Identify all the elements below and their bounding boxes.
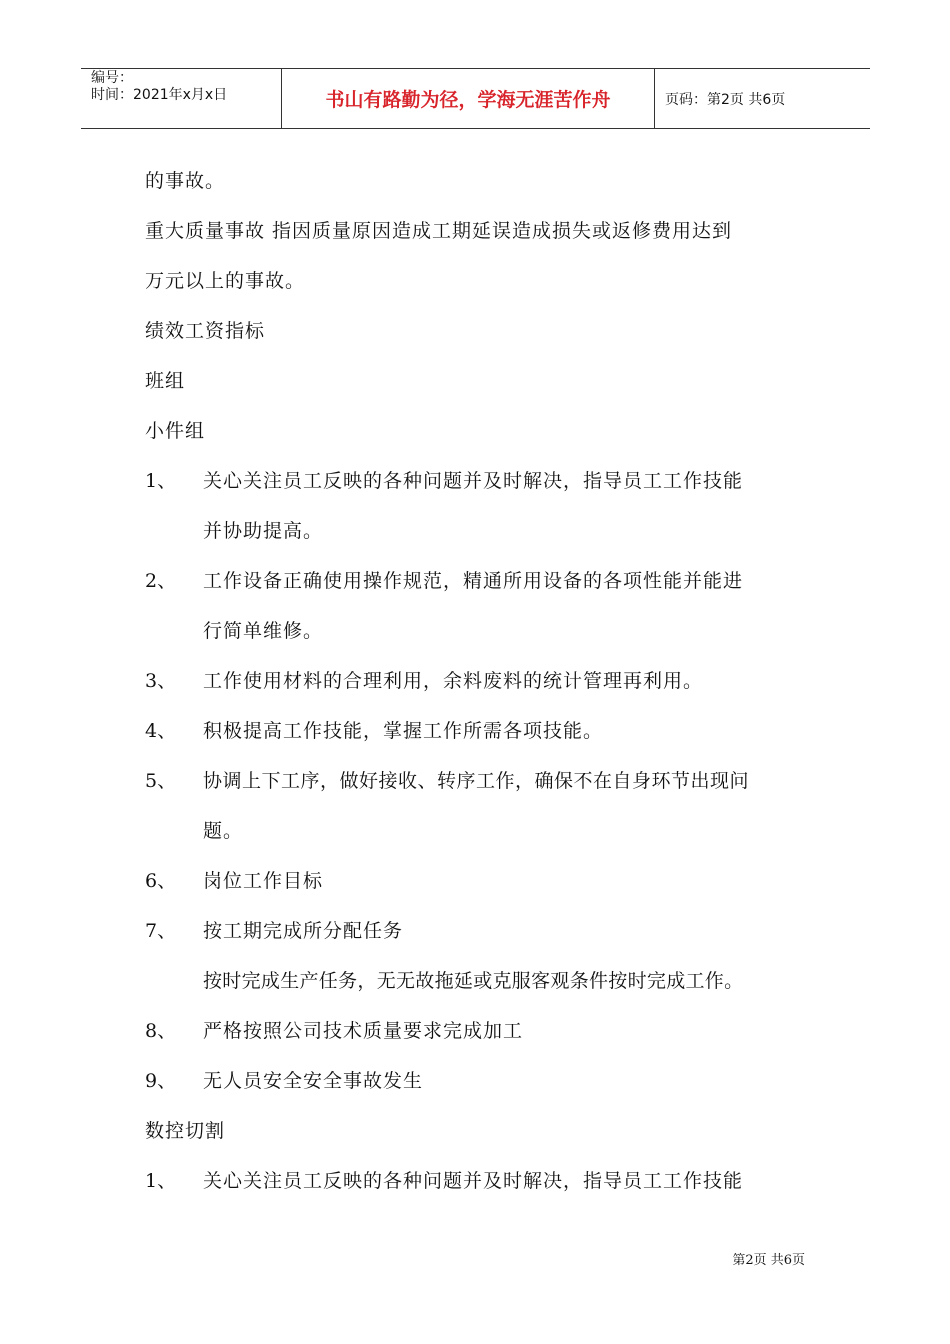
- body-line: 重大质量事故 指因质量原因造成工期延误造成损失或返修费用达到: [145, 220, 733, 242]
- list-item-text: 关心关注员工反映的各种问题并及时解决，指导员工工作技能: [203, 1170, 744, 1192]
- page-footer: 第2页 共6页: [732, 1253, 805, 1268]
- list-item-number: 3、: [145, 670, 177, 692]
- header-motto: 书山有路勤为径，学海无涯苦作舟: [282, 69, 655, 128]
- list-item-text: 工作设备正确使用操作规范，精通所用设备的各项性能并能进: [203, 570, 744, 592]
- list-item-text: 关心关注员工反映的各种问题并及时解决，指导员工工作技能: [203, 470, 744, 492]
- section-heading: 数控切割: [145, 1120, 226, 1142]
- list-item-text: 按工期完成所分配任务: [203, 920, 404, 942]
- list-item-number: 4、: [145, 720, 177, 742]
- list-item-number: 7、: [145, 920, 177, 942]
- list-item-text: 并协助提高。: [203, 520, 324, 542]
- list-item-number: 1、: [145, 1170, 177, 1192]
- list-item-number: 5、: [145, 770, 177, 792]
- list-item-text: 岗位工作目标: [203, 870, 324, 892]
- list-item-number: 2、: [145, 570, 177, 592]
- list-item-number: 8、: [145, 1020, 177, 1042]
- body-line: 万元以上的事故。: [145, 270, 306, 292]
- section-heading: 绩效工资指标: [145, 320, 266, 342]
- page-header: [81, 68, 870, 129]
- section-heading: 小件组: [145, 420, 206, 442]
- list-item-number: 6、: [145, 870, 177, 892]
- header-page-number: 页码：第2页 共6页: [665, 91, 786, 108]
- list-item-text: 积极提高工作技能，掌握工作所需各项技能。: [203, 720, 604, 742]
- list-item-text: 协调上下工序，做好接收、转序工作，确保不在自身环节出现问: [203, 770, 750, 792]
- number-label: 编号：: [91, 70, 133, 86]
- section-heading: 班组: [145, 370, 186, 392]
- list-item-text: 题。: [203, 820, 244, 842]
- list-item-text: 工作使用材料的合理利用，余料废料的统计管理再利用。: [203, 670, 704, 692]
- list-item-number: 1、: [145, 470, 177, 492]
- list-item-number: 9、: [145, 1070, 177, 1092]
- list-item-text: 行简单维修。: [203, 620, 324, 642]
- time-label: 时间：2021年x月x日: [91, 87, 228, 103]
- header-meta: [81, 69, 282, 128]
- list-item-text: 按时完成生产任务，无无故拖延或克服客观条件按时完成工作。: [203, 970, 744, 992]
- list-item-text: 无人员安全安全事故发生: [203, 1070, 424, 1092]
- list-item-text: 严格按照公司技术质量要求完成加工: [203, 1020, 524, 1042]
- body-line: 的事故。: [145, 170, 226, 192]
